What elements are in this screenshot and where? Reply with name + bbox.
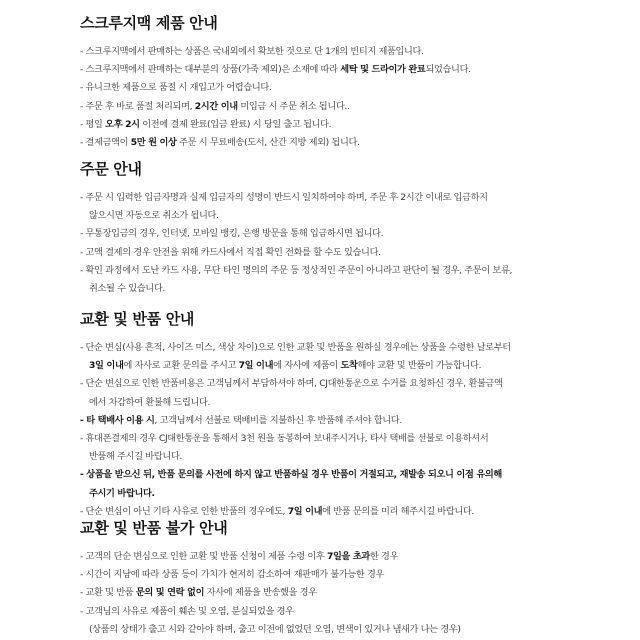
section-body: [80, 189, 620, 298]
emphasis-text: 주시기 바랍니다.: [89, 487, 155, 499]
emphasis-text: 오후 2시: [105, 118, 140, 130]
line-text: 한 경우: [369, 551, 399, 562]
info-line: [80, 448, 620, 466]
info-line: [80, 339, 620, 357]
line-text: 않으시면 자동으로 취소가 됩니다.: [89, 210, 219, 222]
info-line: [80, 116, 620, 134]
emphasis-text: 7일 이내: [238, 360, 274, 372]
line-text: 에 반품 문의를 미리 해주시길 바랍니다.: [322, 505, 474, 517]
emphasis-text: 문의 및 연락 없이: [135, 587, 205, 599]
line-text: - 확인 과정에서 도난 카드 사용, 무단 타인 명의의 주문 등 정상적인 주문이 아니라고 판단이 될 경우, 주문이 보류,: [80, 264, 513, 276]
line-text: 자사에 제품을 반송했을 경우: [204, 587, 317, 599]
line-text: 에 자사에 제품이: [273, 360, 341, 372]
emphasis-text: 7일 이내: [287, 505, 323, 517]
section-title: 스크루지맥 제품 안내: [80, 14, 218, 32]
emphasis-text: 3일 이내: [89, 360, 124, 372]
line-text: - 시간이 지남에 따라 상품 등이 가치가 현저히 감소하여 재판매가 불가능한 경우: [80, 569, 385, 581]
line-text: 이전에 결제 완료(입금 완료) 시 당일 출고 됩니다.: [139, 118, 332, 130]
line-text: , 고객님께서 선불로 택배비를 지불하신 후 반품해 주셔야 합니다.: [154, 414, 402, 426]
line-text: - 스크루지맥에서 판매하는 상품은 국내외에서 확보한 것으로 단 1개의 빈티지 제품입니다.: [80, 46, 424, 57]
info-line: [80, 548, 620, 566]
emphasis-text: - 상품을 받으신 뒤, 반품 문의를 사전에 하지 않고 반품하실 경우 반품이 거절되고, 재발송 되오니 이점 유의해: [80, 469, 502, 481]
info-line: [80, 79, 620, 97]
line-text: - 단순 변심으로 인한 반품비용은 고객님께서 부담하셔야 하며, CJ대한통운으로 수거를 요청하신 경우, 환불금액: [80, 378, 503, 390]
line-text: - 결제금액이: [80, 137, 131, 149]
info-line: [80, 621, 620, 639]
line-text: - 고객님의 사유로 제품이 훼손 및 오염, 분실되었을 경우: [80, 605, 294, 617]
emphasis-text: 도착: [340, 360, 358, 372]
line-text: (상품의 상태가 출고 시와 같아야 하며, 출고 이전에 없었던 오염, 변색이 있거나 냄새가 나는 경우): [89, 623, 461, 635]
line-text: - 고객의 단순 변심으로 인한 교환 및 반품 신청이 제품 수령 이후: [80, 551, 327, 562]
section-title: 교환 및 반품 불가 안내: [80, 519, 228, 537]
section-title: 주문 안내: [80, 160, 142, 178]
emphasis-text: - 타 택배사 이용 시: [80, 414, 155, 426]
line-text: - 교환 및 반품: [80, 587, 136, 599]
emphasis-text: 7일을 초과: [326, 551, 370, 562]
info-line: [80, 412, 620, 430]
line-text: - 고액 결제의 경우 안전을 위해 카드사에서 직접 확인 전화를 할 수도 있습니다.: [80, 246, 381, 258]
line-text: - 스크루지맥에서 판매하는 대부분의 상품(가죽 제외)은 소재에 따라: [80, 64, 341, 76]
section-product-info: [80, 12, 620, 152]
line-text: 에서 차감하여 환불해 드립니다.: [89, 396, 211, 408]
emphasis-text: 2시간 이내: [194, 100, 238, 112]
info-line: [80, 244, 620, 262]
line-text: 취소될 수 있습니다.: [89, 283, 165, 295]
line-text: - 단순 변심이 아닌 기타 사유로 인한 반품의 경우에도,: [80, 505, 288, 517]
info-line: [80, 61, 620, 79]
line-text: 해야 교환 및 반품이 가능합니다.: [357, 360, 482, 372]
section-order-info: [80, 158, 620, 298]
info-line: [80, 225, 620, 243]
info-line: [80, 280, 620, 298]
info-line: [80, 394, 620, 412]
line-text: 미입금 시 주문 취소 됩니다..: [237, 100, 350, 112]
section-body: [80, 339, 620, 521]
emphasis-text: 세탁 및 드라이가 완료: [340, 64, 426, 76]
info-line: [80, 357, 620, 375]
section-exchange-return-info: [80, 308, 620, 521]
line-text: - 주문 시 입력한 입금자명과 실제 입금자의 성명이 반드시 일치하여야 하며, 주문 후 2시간 이내로 입금하지: [80, 192, 488, 203]
info-line: [80, 430, 620, 448]
line-text: - 단순 변심(사용 흔적, 사이즈 미스, 색상 차이)으로 인한 교환 및 반품을 원하실 경우에는 상품을 수령한 날로부터: [80, 342, 511, 353]
info-line: [80, 566, 620, 584]
info-line: [80, 485, 620, 503]
info-line: [80, 189, 620, 207]
info-line: [80, 466, 620, 484]
emphasis-text: 5만 원 이상: [130, 137, 177, 149]
info-line: [80, 43, 620, 61]
section-body: [80, 548, 620, 639]
line-text: 주문 시 무료배송(도서, 산간 지방 제외) 됩니다.: [176, 137, 360, 149]
line-text: - 유니크한 제품으로 품절 시 재입고가 어렵습니다.: [80, 82, 272, 94]
line-text: - 무통장입금의 경우, 인터넷, 모바일 뱅킹, 은행 방문을 통해 입금하시면 됩니다.: [80, 228, 384, 240]
line-text: - 평일: [80, 118, 106, 130]
section-title: 교환 및 반품 안내: [80, 310, 195, 328]
section-exchange-return-unavailable: [80, 517, 620, 639]
line-text: 되었습니다.: [425, 64, 471, 76]
line-text: 에 자사로 교환 문의를 주시고: [123, 360, 239, 372]
section-body: [80, 43, 620, 152]
info-line: [80, 375, 620, 393]
info-line: [80, 134, 620, 152]
line-text: 반품해 주시길 바랍니다.: [89, 451, 182, 463]
info-line: [80, 603, 620, 621]
info-line: [80, 584, 620, 602]
info-line: [80, 98, 620, 116]
line-text: - 휴대폰결제의 경우 CJ대한통운을 통해서 3천 원을 동봉하여 보내주시거나, 타사 택배를 선불로 이용하셔서: [80, 433, 489, 445]
info-line: [80, 207, 620, 225]
line-text: - 주문 후 바로 품절 처리되며,: [80, 100, 195, 112]
info-line: [80, 262, 620, 280]
